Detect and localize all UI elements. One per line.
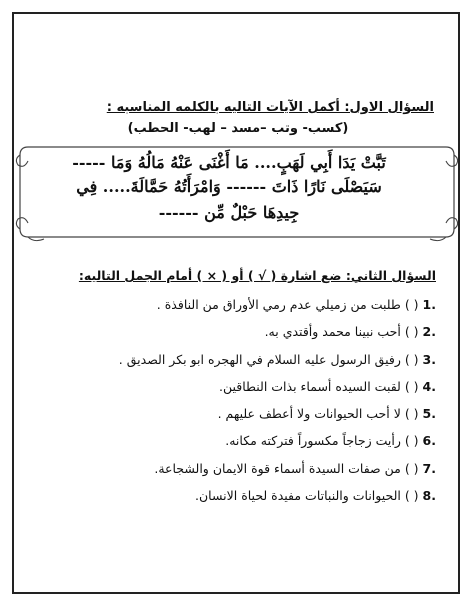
item-text: ( ) رفيق الرسول عليه السلام في الهجره ابو بكر الصديق .	[118, 351, 419, 367]
verse-line-1: تَبَّتْ يَدَا أَبِي لَهَبٍ.... مَا أَغْنَى عَنْهُ مَالُهُ وَمَا -----	[72, 153, 386, 172]
item-number: .4	[422, 378, 436, 394]
statement-list	[36, 294, 436, 512]
item-text: ( ) الحيوانات والنباتات مفيدة لحياة الانسان.	[195, 488, 419, 504]
item-text: ( ) لا أحب الحيوانات ولا أعطف عليهم .	[217, 406, 419, 422]
item-text: ( ) لقبت السيده أسماء بذات النطاقين.	[218, 378, 419, 394]
item-number: .1	[422, 297, 436, 312]
verse-line-2: سَيَصْلَى نَارًا ذَاتَ ------ وَامْرَأَتُهُ حَمَّالَةَ..... فِي	[76, 177, 382, 196]
list-item	[36, 294, 436, 321]
list-item	[36, 376, 436, 403]
item-number: .6	[422, 433, 436, 449]
item-text: ( ) رأيت زجاجاً مكسوراً فتركته مكانه.	[225, 433, 419, 449]
list-item	[36, 321, 436, 348]
item-text: ( ) من صفات السيدة أسماء قوة الايمان والشجاعة.	[154, 460, 419, 476]
list-item	[36, 430, 436, 457]
list-item	[36, 403, 436, 430]
item-number: .5	[422, 406, 436, 422]
item-number: .8	[422, 488, 436, 504]
list-item	[36, 349, 436, 376]
list-item	[36, 458, 436, 485]
question1-title: السؤال الاول: أكمل الآيات التاليه بالكلمه المناسبه :	[106, 100, 434, 115]
word-bank: (كسب- وتب –مسد – لهب- الحطب)	[127, 121, 349, 136]
item-number: .2	[422, 324, 436, 340]
item-number: .3	[422, 351, 436, 367]
item-text: ( ) طلبت من زميلي عدم رمي الأوراق من النافذة .	[156, 297, 419, 312]
verse-line-3: جِيدِهَا حَبْلٌ مِّن ------	[158, 203, 300, 222]
list-item	[36, 485, 436, 512]
question2-title: السؤال الثاني: ضع اشارة ( √ ) أو ( × ) أمام الجمل التاليه:	[78, 268, 436, 283]
item-text: ( ) أحب نبينا محمد وأقتدي به.	[264, 324, 419, 340]
item-number: .7	[422, 460, 436, 476]
